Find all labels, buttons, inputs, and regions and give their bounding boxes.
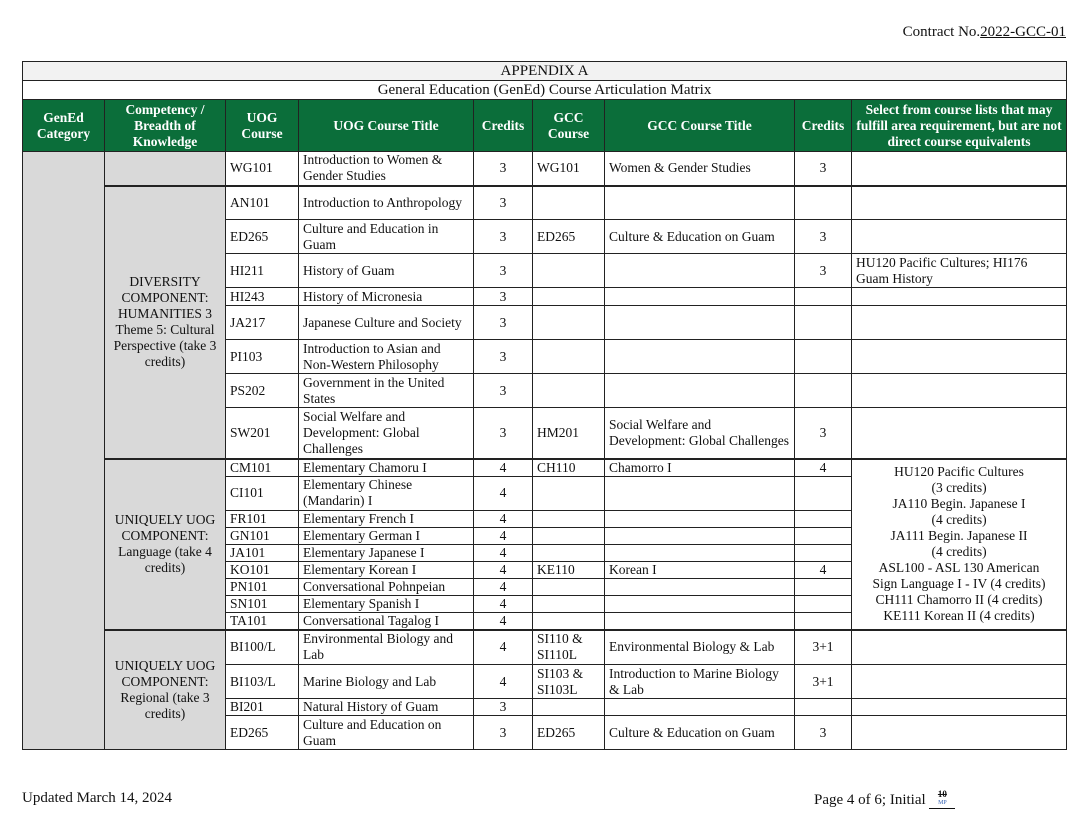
col-gcc-credits: Credits <box>795 100 852 152</box>
uog-credits: 4 <box>474 561 533 578</box>
gcc-course <box>533 288 605 306</box>
gcc-course: HM201 <box>533 408 605 459</box>
uog-course: KO101 <box>226 561 299 578</box>
competency-regional: UNIQUELY UOG COMPONENT: Regional (take 3 credits) <box>105 630 226 750</box>
uog-title: Elementary Chinese (Mandarin) I <box>299 476 474 510</box>
articulation-matrix <box>22 61 1067 750</box>
select-options: HU120 Pacific Cultures; HI176 Guam History <box>852 254 1067 288</box>
uog-course: PS202 <box>226 374 299 408</box>
uog-title: Culture and Education in Guam <box>299 220 474 254</box>
uog-credits: 3 <box>474 408 533 459</box>
uog-course: ED265 <box>226 716 299 750</box>
uog-course: WG101 <box>226 152 299 186</box>
uog-course: CM101 <box>226 459 299 477</box>
uog-title: Social Welfare and Development: Global Challenges <box>299 408 474 459</box>
contract-value: 2022-GCC-01 <box>980 24 1066 40</box>
uog-title: Elementary Chamoru I <box>299 459 474 477</box>
col-uog-course: UOG Course <box>226 100 299 152</box>
gcc-title <box>605 254 795 288</box>
uog-title: History of Guam <box>299 254 474 288</box>
select-options <box>852 716 1067 750</box>
gcc-credits <box>795 595 852 612</box>
page-number <box>814 790 955 809</box>
gcc-title <box>605 527 795 544</box>
col-gcc-course: GCC Course <box>533 100 605 152</box>
option-line: (4 credits) <box>931 512 987 527</box>
gcc-course: SI103 & SI103L <box>533 665 605 699</box>
gcc-credits <box>795 699 852 716</box>
gcc-course: KE110 <box>533 561 605 578</box>
gcc-course <box>533 612 605 630</box>
uog-course: PI103 <box>226 340 299 374</box>
uog-title: Conversational Pohnpeian <box>299 578 474 595</box>
select-options <box>852 152 1067 186</box>
uog-credits: 4 <box>474 665 533 699</box>
gcc-credits: 3+1 <box>795 665 852 699</box>
uog-credits: 3 <box>474 254 533 288</box>
uog-course: BI103/L <box>226 665 299 699</box>
uog-title: Conversational Tagalog I <box>299 612 474 630</box>
gcc-title <box>605 578 795 595</box>
appendix-title: APPENDIX A <box>23 62 1067 81</box>
uog-credits: 4 <box>474 476 533 510</box>
uog-course: HI211 <box>226 254 299 288</box>
gcc-course <box>533 510 605 527</box>
option-line: JA111 Begin. Japanese II <box>890 528 1028 543</box>
gcc-credits <box>795 186 852 220</box>
gcc-course <box>533 578 605 595</box>
initials-signature <box>929 790 955 809</box>
gcc-course: ED265 <box>533 220 605 254</box>
uog-title: Government in the United States <box>299 374 474 408</box>
uog-course: FR101 <box>226 510 299 527</box>
uog-credits: 4 <box>474 595 533 612</box>
gcc-title: Introduction to Marine Biology & Lab <box>605 665 795 699</box>
gcc-title: Korean I <box>605 561 795 578</box>
uog-credits: 4 <box>474 527 533 544</box>
select-options <box>852 186 1067 220</box>
gcc-title <box>605 288 795 306</box>
initial-bottom: MP <box>938 800 947 806</box>
uog-title: Culture and Education on Guam <box>299 716 474 750</box>
select-options <box>852 408 1067 459</box>
uog-title: Elementary German I <box>299 527 474 544</box>
uog-title: Natural History of Guam <box>299 699 474 716</box>
gcc-credits <box>795 578 852 595</box>
gcc-title <box>605 699 795 716</box>
competency-cell <box>105 152 226 186</box>
uog-course: GN101 <box>226 527 299 544</box>
uog-course: BI100/L <box>226 630 299 665</box>
uog-credits: 3 <box>474 288 533 306</box>
page-label: Page 4 of 6; Initial <box>814 792 926 808</box>
gcc-title <box>605 340 795 374</box>
uog-course: JA217 <box>226 306 299 340</box>
table-row <box>23 630 1067 665</box>
uog-credits: 3 <box>474 152 533 186</box>
contract-number <box>903 24 1066 41</box>
gcc-credits: 3+1 <box>795 630 852 665</box>
uog-title: History of Micronesia <box>299 288 474 306</box>
gcc-course: WG101 <box>533 152 605 186</box>
uog-credits: 3 <box>474 716 533 750</box>
updated-date: Updated March 14, 2024 <box>22 790 172 806</box>
gcc-credits: 4 <box>795 459 852 477</box>
gcc-credits <box>795 288 852 306</box>
uog-title: Introduction to Anthropology <box>299 186 474 220</box>
option-line: HU120 Pacific Cultures <box>894 464 1024 479</box>
uog-course: JA101 <box>226 544 299 561</box>
uog-credits: 4 <box>474 578 533 595</box>
gcc-credits <box>795 340 852 374</box>
gcc-course <box>533 476 605 510</box>
uog-credits: 3 <box>474 186 533 220</box>
gcc-credits <box>795 612 852 630</box>
gcc-course: CH110 <box>533 459 605 477</box>
uog-course: SN101 <box>226 595 299 612</box>
uog-title: Japanese Culture and Society <box>299 306 474 340</box>
select-options <box>852 306 1067 340</box>
col-competency: Competency / Breadth of Knowledge <box>105 100 226 152</box>
gcc-credits: 3 <box>795 254 852 288</box>
table-row <box>23 186 1067 220</box>
uog-credits: 3 <box>474 374 533 408</box>
select-options <box>852 340 1067 374</box>
gcc-credits: 3 <box>795 220 852 254</box>
select-options <box>852 665 1067 699</box>
gcc-title <box>605 612 795 630</box>
gcc-credits <box>795 527 852 544</box>
col-select-lists: Select from course lists that may fulfill area requirement, but are not direct course equivalents <box>852 100 1067 152</box>
gcc-title <box>605 186 795 220</box>
gcc-credits: 4 <box>795 561 852 578</box>
uog-course: HI243 <box>226 288 299 306</box>
gcc-credits <box>795 510 852 527</box>
gcc-course <box>533 374 605 408</box>
gcc-course <box>533 306 605 340</box>
col-gened-category: GenEd Category <box>23 100 105 152</box>
gcc-credits <box>795 306 852 340</box>
competency-diversity: DIVERSITY COMPONENT: HUMANITIES 3 Theme 5: Cultural Perspective (take 3 credits) <box>105 186 226 459</box>
contract-label: Contract No. <box>902 24 981 40</box>
uog-credits: 4 <box>474 630 533 665</box>
uog-credits: 3 <box>474 699 533 716</box>
uog-course: PN101 <box>226 578 299 595</box>
table-row <box>23 152 1067 186</box>
gcc-course <box>533 544 605 561</box>
col-gcc-title: GCC Course Title <box>605 100 795 152</box>
gcc-course <box>533 340 605 374</box>
gcc-credits: 3 <box>795 716 852 750</box>
gcc-credits: 3 <box>795 152 852 186</box>
gcc-credits <box>795 374 852 408</box>
option-line: JA110 Begin. Japanese I <box>892 496 1026 511</box>
gcc-title <box>605 544 795 561</box>
gcc-title <box>605 306 795 340</box>
uog-title: Elementary French I <box>299 510 474 527</box>
uog-credits: 3 <box>474 306 533 340</box>
gcc-credits <box>795 544 852 561</box>
initial-top: 10 <box>937 789 947 799</box>
gcc-title: Culture & Education on Guam <box>605 220 795 254</box>
uog-credits: 4 <box>474 544 533 561</box>
uog-course: SW201 <box>226 408 299 459</box>
gcc-course <box>533 527 605 544</box>
gcc-course: ED265 <box>533 716 605 750</box>
select-options <box>852 630 1067 665</box>
uog-title: Environmental Biology and Lab <box>299 630 474 665</box>
uog-credits: 4 <box>474 510 533 527</box>
uog-course: ED265 <box>226 220 299 254</box>
select-options <box>852 374 1067 408</box>
uog-course: BI201 <box>226 699 299 716</box>
gcc-title <box>605 510 795 527</box>
matrix-title: General Education (GenEd) Course Articulation Matrix <box>23 81 1067 100</box>
uog-credits: 4 <box>474 459 533 477</box>
gcc-title: Chamorro I <box>605 459 795 477</box>
gcc-title: Social Welfare and Development: Global Challenges <box>605 408 795 459</box>
gcc-course <box>533 699 605 716</box>
competency-language: UNIQUELY UOG COMPONENT: Language (take 4 credits) <box>105 459 226 630</box>
uog-title: Introduction to Women & Gender Studies <box>299 152 474 186</box>
option-line: CH111 Chamorro II (4 credits) <box>875 592 1043 607</box>
option-line: (3 credits) <box>931 480 987 495</box>
gcc-title: Culture & Education on Guam <box>605 716 795 750</box>
gcc-course: SI110 & SI110L <box>533 630 605 665</box>
gcc-credits: 3 <box>795 408 852 459</box>
gcc-title: Environmental Biology & Lab <box>605 630 795 665</box>
uog-credits: 3 <box>474 340 533 374</box>
gcc-course <box>533 595 605 612</box>
gcc-title <box>605 476 795 510</box>
gcc-credits <box>795 476 852 510</box>
option-line: ASL100 - ASL 130 American <box>878 560 1040 575</box>
gcc-course <box>533 186 605 220</box>
uog-title: Marine Biology and Lab <box>299 665 474 699</box>
option-line: (4 credits) <box>931 544 987 559</box>
select-options <box>852 699 1067 716</box>
uog-title: Elementary Japanese I <box>299 544 474 561</box>
uog-credits: 4 <box>474 612 533 630</box>
col-uog-title: UOG Course Title <box>299 100 474 152</box>
uog-title: Elementary Korean I <box>299 561 474 578</box>
select-options <box>852 220 1067 254</box>
col-uog-credits: Credits <box>474 100 533 152</box>
table-row <box>23 459 1067 477</box>
uog-title: Elementary Spanish I <box>299 595 474 612</box>
uog-title: Introduction to Asian and Non-Western Philosophy <box>299 340 474 374</box>
option-line: KE111 Korean II (4 credits) <box>883 608 1035 623</box>
option-line: Sign Language I - IV (4 credits) <box>872 576 1046 591</box>
gcc-title: Women & Gender Studies <box>605 152 795 186</box>
uog-credits: 3 <box>474 220 533 254</box>
gcc-title <box>605 595 795 612</box>
gcc-title <box>605 374 795 408</box>
uog-course: TA101 <box>226 612 299 630</box>
language-options-list <box>852 459 1067 630</box>
uog-course: AN101 <box>226 186 299 220</box>
gcc-course <box>533 254 605 288</box>
select-options <box>852 288 1067 306</box>
uog-course: CI101 <box>226 476 299 510</box>
gened-category-cell <box>23 152 105 750</box>
